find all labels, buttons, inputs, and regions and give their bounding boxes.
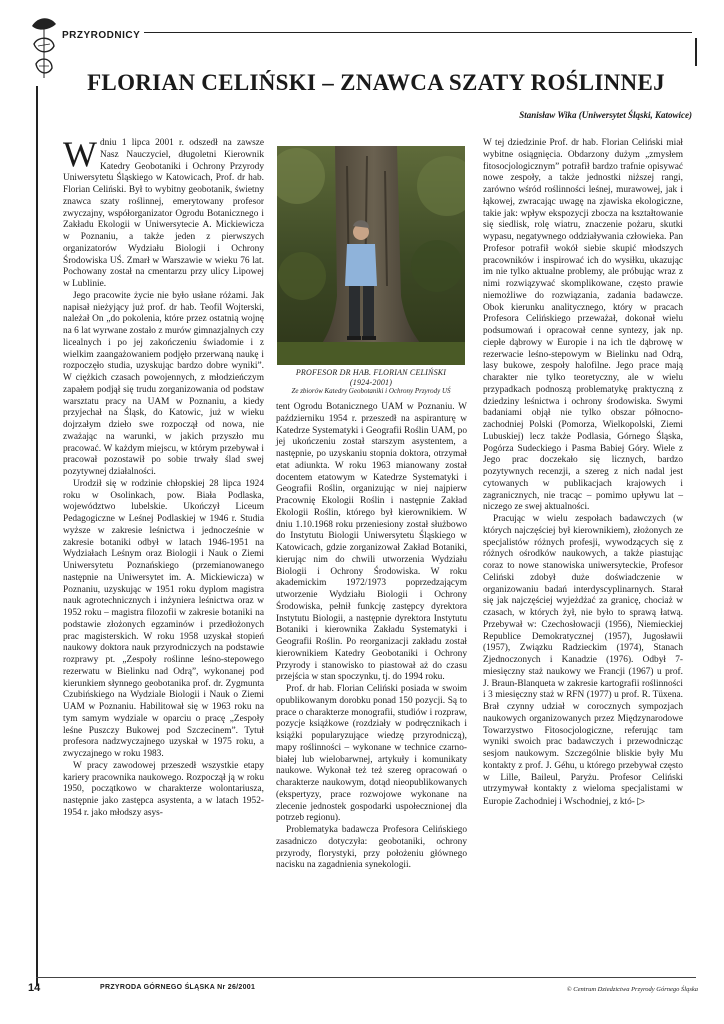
drop-cap: W <box>63 134 97 174</box>
journal-name: PRZYRODA GÓRNEGO ŚLĄSKA Nr 26/2001 <box>100 984 256 991</box>
copyright-notice: © Centrum Dziedzictwa Przyrody Górnego Śląska <box>566 986 698 993</box>
portrait-photo <box>277 146 465 365</box>
article-byline: Stanisław Wika (Uniwersytet Śląski, Katowice) <box>519 110 692 120</box>
page-number: 14 <box>28 982 41 994</box>
header-right-rule <box>695 38 697 66</box>
photo-caption <box>277 368 465 397</box>
paragraph: dniu 1 lipca 2001 r. odszedł na zawsze Nasz Nauczyciel, długoletni Kierownik Katedry Geobotaniki i Ochrony Przyrody Uniwersytetu Śląskiego w Katowicach, Prof. dr hab. Florian Celiński. Był to wybitny geobotanik, świetny znawca szaty roślinnej, emerytowany profesor zwyczajny, współorganizator Ogrodu Botanicznego i Zakładu Ekologii w Uniwersytecie A. Mickiewicza w Poznaniu, a także jeden z pierwszych organizatorów Wydziału Biologii i Ochrony Środowiska UŚ. Zmarł w Warszawie w wieku 76 lat. Pochowany został na cmentarzu przy ulicy Lipowej w Lublinie. <box>63 138 264 289</box>
side-rule <box>36 86 38 986</box>
paragraph: W pracy zawodowej przeszedł wszystkie etapy kariery pracownika naukowego. Rozpoczął ją w roku 1950, początkowo w charakterze wolontariusza, następnie jako zastępca asystenta, a w latach 1952-1954 r. jako młodszy asys- <box>63 760 264 818</box>
paragraph: Problematyka badawcza Profesora Celińskiego zasadniczo dotyczyła: geobotaniki, ochrony przyrody, florystyki, przy położeniu głównego nacisku na zagadnienia synekologii. <box>276 825 467 871</box>
article-column-3 <box>483 138 683 809</box>
caption-name: PROFESOR DR HAB. FLORIAN CELIŃSKI <box>295 368 447 377</box>
section-divider <box>60 32 692 43</box>
section-label: PRZYRODNICY <box>60 30 144 41</box>
paragraph: Urodził się w rodzinie chłopskiej 28 lipca 1924 roku w Osolinkach, pow. Biała Podlaska, województwo lubelskie. Ukończył Liceum Pedagogiczne w Leśnej Podlaskiej w 1946 r. Studia wyższe w zakresie leśnictwa i jednocześnie w zakresie botaniki odbył w latach 1946-1951 na Wydziałach Leśnym oraz Biologii i Nauk o Ziemi Uniwersytetu Poznańskiego (przemianowanego następnie na Uniwersytet im. A. Mickiewicza) w Poznaniu, uzyskując w 1951 roku dyplom magistra nauk agrotechnicznych i inżyniera leśnictwa oraz w 1952 roku – magistra filozofii w zakresie botaniki na podstawie złożonych egzaminów i przedłożonych prac magisterskich. W roku 1958 uzyskał stopień naukowy doktora nauk przyrodniczych na podstawie rozprawy pt. „Zespoły roślinne leśno-stepowego rezerwatu w Bielinku nad Odrą”, wykonanej pod kierunkiem słynnego geobotanika prof. dr. Zygmunta Czubińskiego na Wydziale Biologii i Nauk o Ziemi UAM w Poznaniu. Habilitował się w 1963 roku na tym samym wydziale w oparciu o pracę „Zespoły leśne Puszczy Bukowej pod Szczecinem”. Tytuł profesora nadzwyczajnego uzyskał w 1975 roku, a zwyczajnego w roku 1983. <box>63 478 264 759</box>
paragraph-text: Pracując w wielu zespołach badawczych (w których najczęściej był kierownikiem), złożonych ze specjalistów różnych profesji, wywodzących się z różnych ośrodków naukowych, a także piastując coraz to nowe stanowiska uniwersyteckie, Profesor Celiński zdobył duże doświadczenie w organizowaniu badań interdyscyplinarnych. Starał się jak najczęściej wyjeżdżać za granicę, chociaż w czasach, w których żył, nie było to sprawą łatwą. Przebywał w: Czechosłowacji (1956), Niemieckiej Republice Demokratycznej (1957), Jugosławii (1957), Związku Radzieckim (1974), Stanach Zjednoczonych i Kanadzie (1976). Odbył 7-miesięczny staż naukowy we Francji (1967) u prof. J. Braun-Blanqueta w zakresie kartografii roślinności i 3 miesięczny staż w RFN (1977) u prof. R. Tüxena. Brał czynny udział w corocznych sympozjach naukowych organizowanych przez Międzynarodowe Towarzystwo Fitosocjologiczne, referując tam wyniki swoich prac badawczych i przewodnicząc sesjom naukowym. Szczególnie bliskie były Mu kontakty z prof. J. Géhu, u którego przebywał często w Lille, Baileul, Paryżu. Profesor Celiński utrzymywał kontakty z wieloma specjalistami w Europie Zachodniej i Wschodniej, z któ- <box>483 514 683 807</box>
article-column-1 <box>63 134 264 820</box>
paragraph: Jego pracowite życie nie było usłane różami. Jak napisał nieżyjący już prof. dr hab. Teofil Wojterski, należał On „do pokolenia, które przez ostatnią wojnę na 6 lat wyrwane zostało z murów gimnazjalnych czy licealnych i po jej zakończeniu świadomie i z wielkim zaangażowaniem podjęło przerwaną naukę i rozpoczęło studia, uzyskując bardzo dobre wyniki”. W ciężkich czasach powojennych, z młodzieńczym zapałem podjął się trudu zorganizowania od podstaw warsztatu pracy na UAM w Poznaniu, a kiedy przyjechał na Śląsk, do Katowic, już w wieku dojrzałym dzieło swe rozpoczął od nowa, nie zważając na warunki, w jakich przyszło mu pracować. W każdym miejscu, w którym przebywał i pracował pozostawił po sobie trwały ślad swej pozytywnej działalności. <box>63 290 264 477</box>
article-column-2 <box>276 402 467 872</box>
paragraph: tent Ogrodu Botanicznego UAM w Poznaniu. W październiku 1954 r. przeszedł na aspiranturę w Katedrze Systematyki i Geografii Roślin UAM, po jej ukończeniu został starszym asystentem, a następnie, po uzyskaniu stopnia doktora, otrzymał etat adiunkta. W roku 1963 mianowany został docentem etatowym w Katedrze Systematyki i Geografii Roślin, organizując w niej najpierw Pracownię Ekologii Roślin i następnie Zakład Ekologii Roślin, którego był kierownikiem. W dniu 1.10.1968 roku przeniesiony został służbowo do Instytutu Biologii Uniwersytetu Śląskiego w Katowicach, gdzie zorganizował Zakład Botaniki, kierując nim do chwili utworzenia Wydziału Biologii i Ochrony Środowiska. W roku akademickim 1972/1973 poprzedzającym utworzenie Wydziału Biologii i Ochrony Środowiska, pełnił funkcję zastępcy dyrektora Instytutu Biologii, a następnie dyrektora Instytutu Botaniki i kierownika Zakładu Systematyki i Geografii Roślin. Po reorganizacji zakładu został kierownikiem Katedry Geobotaniki i Ochrony Przyrody i stanowisko to piastował aż do czasu przejścia w stan spoczynku, tj. do 1994 roku. <box>276 402 467 683</box>
caption-years: (1924-2001) <box>349 377 393 387</box>
caption-source: Ze zbiorów Katedry Geobotaniki i Ochrony Przyrody UŚ <box>291 387 451 395</box>
paragraph: W tej dziedzinie Prof. dr hab. Florian Celiński miał wybitne osiągnięcia. Obdarzony dużym „zmysłem fitosocjologicznym” potrafił bardzo trafnie opisywać nowe zespoły, a także jednostki niższej rangi, zarówno wśród roślinności leśnej, murawowej, jak i łąkowej, zwracając uwagę na zjawiska ekologiczne, takie jak: wpływ ekspozycji zbocza na kształtowanie się siedlisk, rolę wiatru, znaczenie pożaru, skutki wypasu, negatywnego oddziaływania człowieka. Pan Profesor potrafił wokół siebie skupić młodszych pracowników i inspirować ich do wysiłku, ukazując im nie tylko aktualne problemy, ale próbując wraz z nimi rozwiązywać skomplikowane, często prawie niemożliwe do rozwiązania, zadania badawcze. Obok kierunku analitycznego, który w pracach Profesora Celińskiego przeważał, dokonał wielu podsumowań i opracował cenne syntezy, jak np. ciepłe dąbrowy w Europie i na ich tle dąbrowę w rezerwacie leśno-stepowym w Bielinku nad Odrą, lasy bukowe, zespoły halofilne. Jego prace mają charakter nie tylko teoretyczny, ale w wielu przypadkach podnoszą problematykę praktyczną z dziedziny leśnictwa i ochrony środowiska. Swymi badaniami objął nie tylko obszar północno-zachodniej Polski (Pomorza, Wielkopolski, Ziemi Lubuskiej) lecz także Podlasia, Górnego Śląska, Pogórza Sudeckiego i Pasma Babiej Góry. Wiele z Jego prac doczekało się licznych, bardzo pozytywnych recenzji, a szereg z nich nadal jest cytowanych w publikacjach krajowych i zagranicznych, nie tracąc – pomimo upływu lat – niczego ze swej aktualności. <box>483 138 683 513</box>
paragraph <box>483 514 683 809</box>
continue-arrow-icon: ▷ <box>637 796 645 807</box>
footer-rule <box>36 977 696 978</box>
leaf-logo-icon <box>28 14 60 80</box>
paragraph: Prof. dr hab. Florian Celiński posiada w swoim opublikowanym dorobku ponad 150 pozycji. Są to prace o charakterze monografii, studiów i rozpraw, pozycje książkowe (rozdziały w podręcznikach i książki popularyzujące wiedzę przyrodniczą), mapy roślinności – wykonane w technice czarno-białej lub wielobarwnej, artykuły i komunikaty naukowe. Wykonał też też szereg opracowań o charakterze naukowym, dotąd nieopublikowanych (ekspertyzy, prace rozwojowe wykonane na zlecenie jednostek gospodarki uspołecznionej dla potrzeb regionu). <box>276 684 467 824</box>
article-title: FLORIAN CELIŃSKI – ZNAWCA SZATY ROŚLINNEJ <box>87 70 665 95</box>
